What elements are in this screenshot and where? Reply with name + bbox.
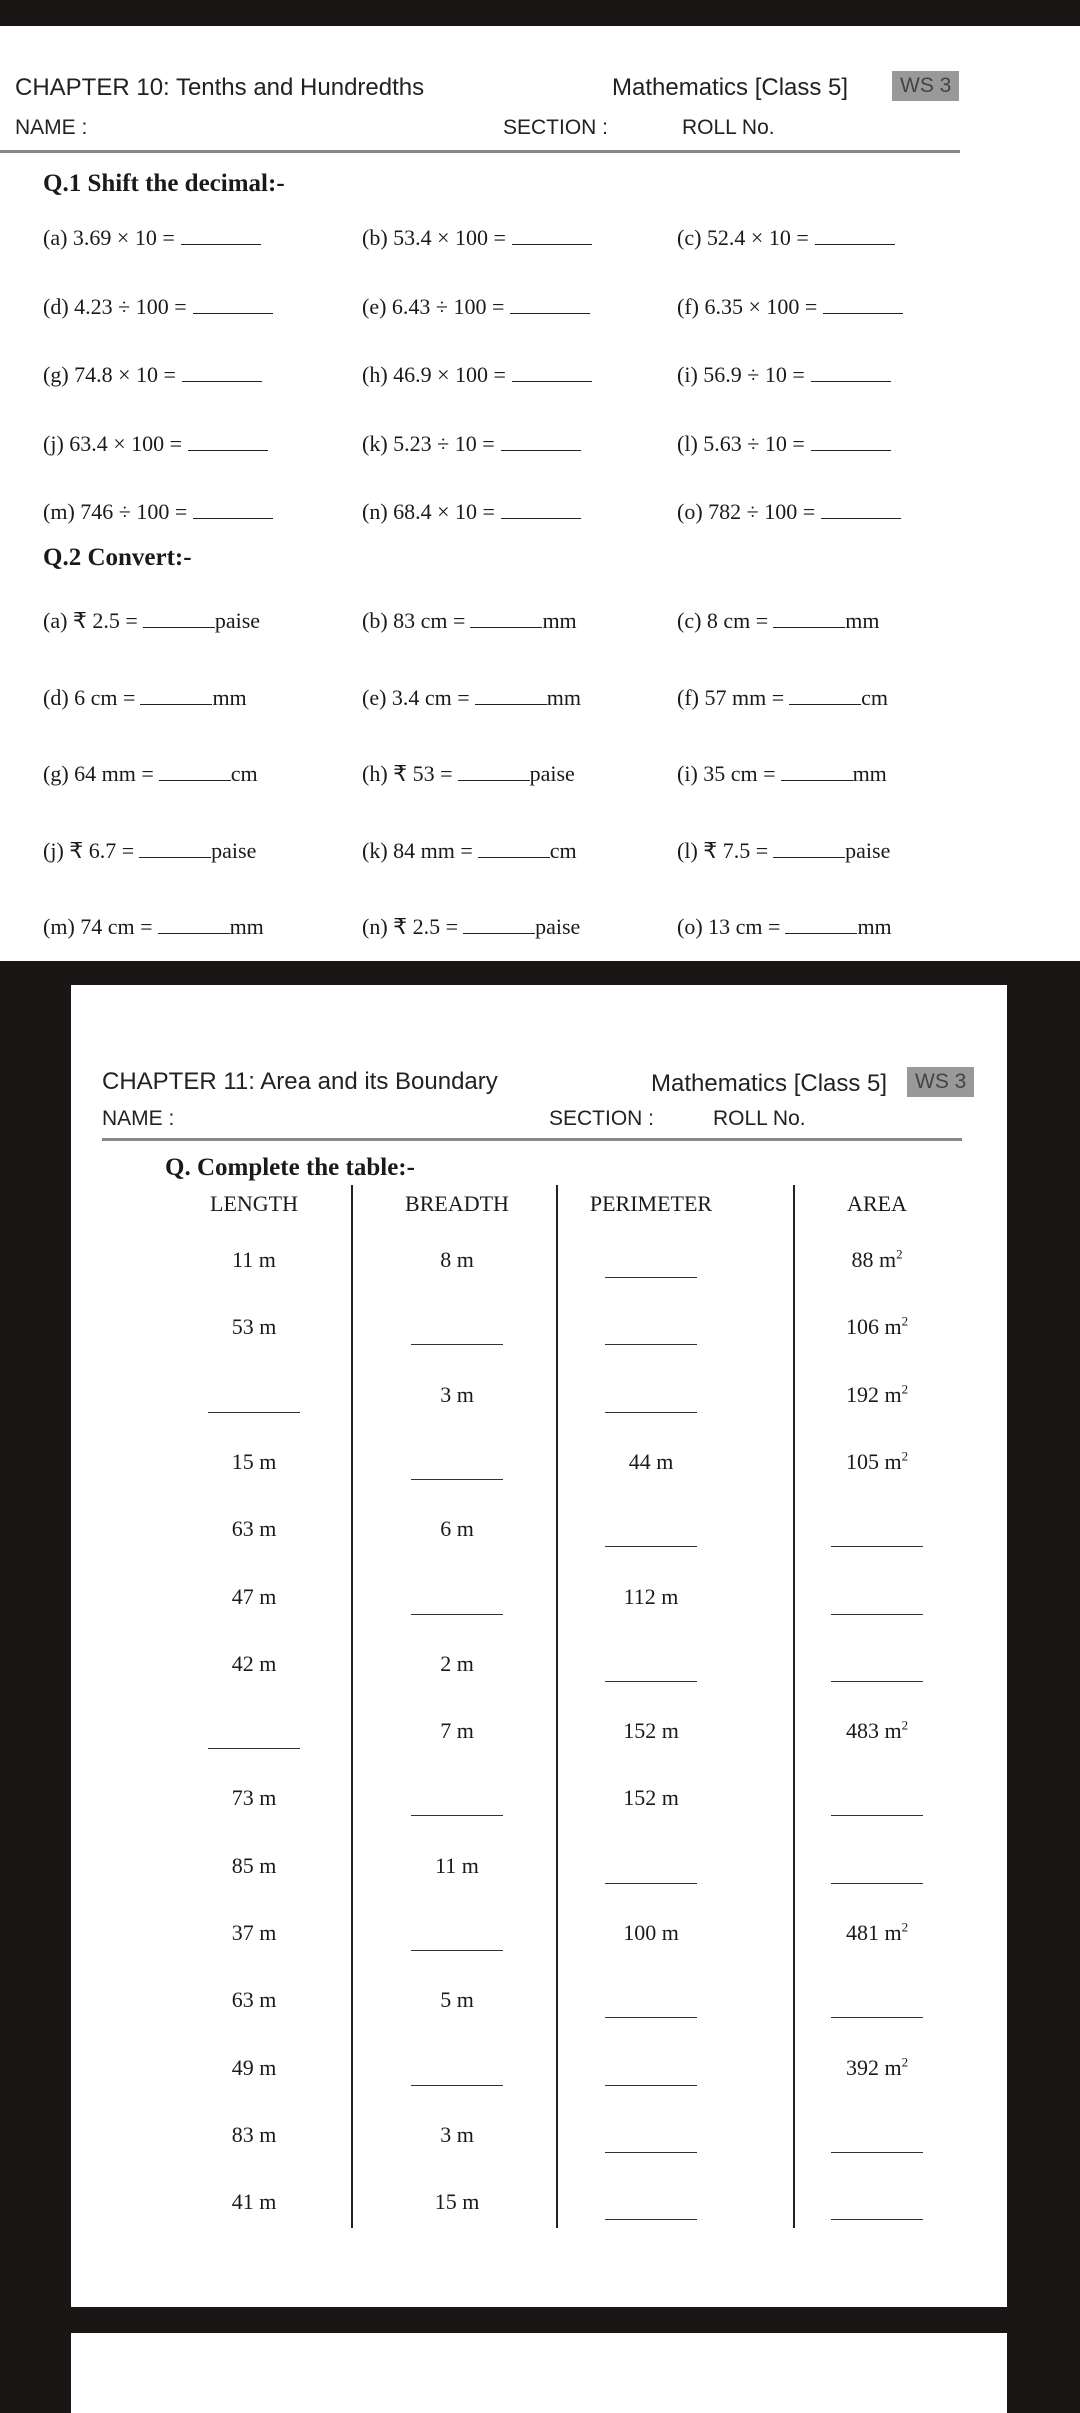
q2-item <box>677 608 879 634</box>
cell-value: 2 m <box>440 1650 474 1676</box>
q1-item <box>362 431 581 457</box>
answer-blank[interactable] <box>831 1655 923 1682</box>
table-cell <box>232 1651 277 1677</box>
q2-item <box>43 838 256 864</box>
answer-blank[interactable] <box>411 1318 503 1345</box>
table-cell[interactable] <box>605 1857 697 1884</box>
worksheet-chapter-11 <box>71 985 1007 2307</box>
q1-item <box>362 225 592 251</box>
table-cell[interactable] <box>605 1318 697 1345</box>
q2-item-text: (a) ₹ 2.5 = <box>43 608 138 633</box>
area-exponent: 2 <box>901 1448 909 1464</box>
cell-value: 85 m <box>231 1852 277 1878</box>
q2-unit: mm <box>546 684 581 710</box>
table-cell <box>232 2189 277 2215</box>
answer-blank[interactable] <box>789 704 861 705</box>
answer-blank[interactable] <box>411 1588 503 1615</box>
answer-blank[interactable] <box>478 857 550 858</box>
table-cell[interactable] <box>411 2059 503 2086</box>
table-cell[interactable] <box>605 1386 697 1413</box>
q1-item <box>43 499 273 525</box>
answer-blank[interactable] <box>208 1722 300 1749</box>
worksheet-next <box>71 2333 1007 2413</box>
q2-item <box>362 761 575 787</box>
table-cell[interactable] <box>605 2126 697 2153</box>
q2-unit: mm <box>212 684 247 710</box>
table-cell[interactable] <box>831 1991 923 2018</box>
table-cell <box>232 1920 277 1946</box>
q2-unit: paise <box>845 837 891 863</box>
q2-item <box>677 838 890 864</box>
cell-value: 152 m <box>623 1718 679 1744</box>
table-cell <box>846 1382 908 1408</box>
q2-item <box>362 685 581 711</box>
answer-blank[interactable] <box>785 933 857 934</box>
answer-blank[interactable] <box>605 2126 697 2153</box>
q2-item-text: (b) 83 cm = <box>362 608 466 633</box>
q2-item <box>362 914 580 940</box>
answer-blank[interactable] <box>158 933 230 934</box>
table-cell[interactable] <box>605 1520 697 1547</box>
chapter-title: CHAPTER 11: Area and its Boundary <box>102 1068 498 1095</box>
answer-blank[interactable] <box>512 244 592 245</box>
table-cell <box>846 1718 908 1744</box>
answer-blank[interactable] <box>605 1520 697 1547</box>
cell-value: 63 m <box>231 1987 277 2013</box>
answer-blank[interactable] <box>815 244 895 245</box>
answer-blank[interactable] <box>501 450 581 451</box>
worksheet-chapter-10 <box>0 26 1080 961</box>
cell-value: 7 m <box>440 1718 474 1744</box>
answer-blank[interactable] <box>605 1318 697 1345</box>
q2-item <box>677 685 888 711</box>
table-cell[interactable] <box>411 1453 503 1480</box>
q1-item-text: (b) 53.4 × 100 = <box>362 225 506 250</box>
table-cell[interactable] <box>605 2059 697 2086</box>
answer-blank[interactable] <box>831 1991 923 2018</box>
q2-item-text: (d) 6 cm = <box>43 684 136 710</box>
table-cell <box>629 1449 674 1475</box>
q2-item <box>362 838 577 864</box>
q2-item <box>677 914 892 940</box>
answer-blank[interactable] <box>773 857 845 858</box>
q2-item-text: (c) 8 cm = <box>677 608 769 633</box>
header-rule <box>102 1138 962 1141</box>
answer-blank[interactable] <box>831 2126 923 2153</box>
q2-unit: cm <box>861 684 889 710</box>
answer-blank[interactable] <box>781 780 853 781</box>
table-cell[interactable] <box>208 1722 300 1749</box>
table-cell <box>232 2122 277 2148</box>
cell-value: 11 m <box>435 1852 479 1878</box>
q1-item-text: (m) 746 ÷ 100 = <box>43 499 188 524</box>
cell-value: 3 m <box>440 2121 474 2147</box>
answer-blank[interactable] <box>193 313 273 314</box>
cell-value: 41 m <box>231 2189 277 2215</box>
table-cell <box>232 1449 277 1475</box>
q2-unit: mm <box>542 608 577 633</box>
cell-value: 15 m <box>434 2189 480 2215</box>
answer-blank[interactable] <box>143 627 215 628</box>
answer-blank[interactable] <box>605 1857 697 1884</box>
table-cell[interactable] <box>208 1386 300 1413</box>
table-cell[interactable] <box>411 1789 503 1816</box>
q2-item-text: (i) 35 cm = <box>677 761 776 786</box>
cell-value: 63 m <box>231 1516 277 1542</box>
answer-blank[interactable] <box>411 1453 503 1480</box>
column-divider <box>556 1185 558 2228</box>
q2-unit: mm <box>852 761 887 786</box>
subject-label: Mathematics [Class 5] <box>612 74 849 101</box>
q1-item-text: (j) 63.4 × 100 = <box>43 430 183 456</box>
chapter-title: CHAPTER 10: Tenths and Hundredths <box>15 74 425 101</box>
cell-value: 481 m <box>845 1920 902 1945</box>
area-exponent: 2 <box>901 1313 909 1329</box>
column-header: AREA <box>847 1191 907 1216</box>
cell-value: 105 m <box>845 1448 902 1474</box>
answer-blank[interactable] <box>159 780 231 781</box>
table-cell <box>232 1853 277 1879</box>
answer-blank[interactable] <box>773 627 845 628</box>
q2-item-text: (l) ₹ 7.5 = <box>677 837 769 863</box>
q1-item-text: (g) 74.8 × 10 = <box>43 362 176 387</box>
answer-blank[interactable] <box>463 933 535 934</box>
table-cell <box>846 1920 908 1946</box>
table-cell[interactable] <box>411 1924 503 1951</box>
answer-blank[interactable] <box>811 381 891 382</box>
q2-unit: mm <box>229 914 264 939</box>
q2-item <box>43 685 247 711</box>
table-cell <box>623 1920 679 1946</box>
table-cell <box>232 1247 276 1273</box>
answer-blank[interactable] <box>831 2193 923 2220</box>
table-cell <box>232 1516 277 1542</box>
q2-item-text: (h) ₹ 53 = <box>362 761 453 786</box>
q1-item-text: (c) 52.4 × 10 = <box>677 225 809 250</box>
q1-item-text: (e) 6.43 ÷ 100 = <box>362 293 505 319</box>
answer-blank[interactable] <box>512 381 592 382</box>
answer-blank[interactable] <box>605 1991 697 2018</box>
cell-value: 112 m <box>623 1583 679 1609</box>
answer-blank[interactable] <box>470 627 542 628</box>
cell-value: 15 m <box>231 1448 277 1474</box>
q1-item <box>43 225 261 251</box>
answer-blank[interactable] <box>605 1655 697 1682</box>
q1-item <box>362 294 590 320</box>
cell-value: 8 m <box>440 1247 474 1272</box>
cell-value: 5 m <box>440 1987 474 2013</box>
q2-unit: mm <box>857 914 892 939</box>
table-cell[interactable] <box>605 1655 697 1682</box>
q2-unit: paise <box>529 761 575 786</box>
subject-label: Mathematics [Class 5] <box>651 1070 888 1097</box>
table-cell[interactable] <box>411 1588 503 1615</box>
answer-blank[interactable] <box>831 1857 923 1884</box>
roll-label: ROLL No. <box>682 116 775 139</box>
q2-unit: cm <box>549 837 577 863</box>
q1-item <box>43 294 273 320</box>
q2-item <box>362 608 577 634</box>
table-cell <box>846 1314 908 1340</box>
table-cell <box>435 2189 480 2215</box>
table-cell <box>623 1718 679 1744</box>
q1-item-text: (i) 56.9 ÷ 10 = <box>677 362 805 387</box>
q2-item-text: (g) 64 mm = <box>43 761 154 786</box>
cell-value: 44 m <box>628 1448 674 1474</box>
cell-value: 3 m <box>440 1381 474 1407</box>
table-cell[interactable] <box>411 1318 503 1345</box>
q1-item <box>677 294 903 320</box>
roll-label: ROLL No. <box>713 1107 806 1130</box>
table-cell[interactable] <box>831 1857 923 1884</box>
q1-item-text: (a) 3.69 × 10 = <box>43 225 175 250</box>
table-cell <box>232 1785 277 1811</box>
q2-item <box>677 761 887 787</box>
q1-item <box>677 225 895 251</box>
area-exponent: 2 <box>901 1381 909 1397</box>
table-cell[interactable] <box>831 1588 923 1615</box>
q2-item-text: (f) 57 mm = <box>677 684 785 710</box>
q1-item-text: (f) 6.35 × 100 = <box>677 293 818 319</box>
answer-blank[interactable] <box>411 2059 503 2086</box>
answer-blank[interactable] <box>411 1924 503 1951</box>
q1-item-text: (k) 5.23 ÷ 10 = <box>362 430 495 456</box>
cell-value: 83 m <box>231 2121 277 2147</box>
q2-unit: paise <box>211 837 257 863</box>
name-label: NAME : <box>15 116 88 139</box>
worksheet-badge: WS 3 <box>907 1067 974 1097</box>
cell-value: 42 m <box>231 1650 277 1676</box>
table-cell[interactable] <box>605 1251 697 1278</box>
q2-item-text: (j) ₹ 6.7 = <box>43 837 135 863</box>
answer-blank[interactable] <box>501 518 581 519</box>
cell-value: 152 m <box>623 1785 679 1811</box>
table-cell[interactable] <box>831 1789 923 1816</box>
answer-blank[interactable] <box>831 1588 923 1615</box>
table-cell[interactable] <box>831 1655 923 1682</box>
table-cell <box>846 2055 908 2081</box>
table-cell[interactable] <box>605 1991 697 2018</box>
cell-value: 53 m <box>231 1314 277 1340</box>
answer-blank[interactable] <box>831 1520 923 1547</box>
table-cell[interactable] <box>605 2193 697 2220</box>
column-divider <box>793 1185 795 2228</box>
cell-value: 11 m <box>232 1247 276 1272</box>
answer-blank[interactable] <box>510 313 590 314</box>
q2-item-text: (n) ₹ 2.5 = <box>362 914 459 939</box>
q2-item-text: (e) 3.4 cm = <box>362 684 470 710</box>
area-exponent: 2 <box>896 1246 903 1262</box>
q2-unit: cm <box>230 761 258 786</box>
cell-value: 6 m <box>440 1516 474 1542</box>
answer-blank[interactable] <box>605 2059 697 2086</box>
cell-value: 192 m <box>845 1381 902 1407</box>
answer-blank[interactable] <box>821 518 901 519</box>
column-header: PERIMETER <box>589 1191 713 1216</box>
q1-title: Q.1 Shift the decimal:- <box>43 170 285 197</box>
q1-item <box>362 499 581 525</box>
table-cell <box>623 1785 679 1811</box>
answer-blank[interactable] <box>193 518 273 519</box>
q1-item <box>362 362 592 388</box>
table-cell <box>440 1651 474 1677</box>
answer-blank[interactable] <box>181 244 261 245</box>
table-cell <box>232 1987 277 2013</box>
q2-item <box>43 608 260 634</box>
q2-item <box>43 914 264 940</box>
q2-item-text: (o) 13 cm = <box>677 914 781 939</box>
q1-item-text: (l) 5.63 ÷ 10 = <box>677 430 805 456</box>
table-cell[interactable] <box>831 2126 923 2153</box>
q2-item-text: (m) 74 cm = <box>43 914 153 939</box>
q1-item-text: (o) 782 ÷ 100 = <box>677 499 816 524</box>
answer-blank[interactable] <box>831 1789 923 1816</box>
cell-value: 88 m <box>851 1247 897 1272</box>
table-cell <box>851 1247 902 1273</box>
cell-value: 49 m <box>231 2054 277 2080</box>
q1-item-text: (h) 46.9 × 100 = <box>362 362 506 387</box>
q1-item-text: (d) 4.23 ÷ 100 = <box>43 293 187 319</box>
q2-unit: paise <box>535 914 581 939</box>
table-cell <box>440 1718 474 1744</box>
cell-value: 483 m <box>845 1718 902 1744</box>
q2-unit: mm <box>845 608 880 633</box>
cell-value: 73 m <box>231 1785 277 1811</box>
table-cell <box>440 1516 474 1542</box>
name-label: NAME : <box>102 1107 175 1130</box>
q1-item <box>677 362 891 388</box>
answer-blank[interactable] <box>188 450 268 451</box>
q1-item <box>677 431 891 457</box>
table-cell <box>440 1987 474 2013</box>
area-exponent: 2 <box>901 2054 909 2070</box>
table-cell <box>846 1449 908 1475</box>
answer-blank[interactable] <box>823 313 903 314</box>
area-exponent: 2 <box>901 1919 909 1935</box>
column-header: LENGTH <box>210 1191 298 1216</box>
answer-blank[interactable] <box>605 1386 697 1413</box>
table-question-title: Q. Complete the table:- <box>165 1154 415 1181</box>
answer-blank[interactable] <box>458 780 530 781</box>
cell-value: 392 m <box>845 2054 902 2080</box>
table-cell <box>232 2055 277 2081</box>
worksheet-badge: WS 3 <box>892 71 959 101</box>
area-exponent: 2 <box>901 1717 909 1733</box>
q2-title: Q.2 Convert:- <box>43 544 192 571</box>
cell-value: 100 m <box>623 1920 679 1945</box>
answer-blank[interactable] <box>139 857 211 858</box>
section-label: SECTION : <box>549 1107 655 1130</box>
section-label: SECTION : <box>503 116 609 139</box>
q1-item-text: (n) 68.4 × 10 = <box>362 499 495 524</box>
cell-value: 37 m <box>231 1920 277 1945</box>
q2-unit: paise <box>214 608 261 633</box>
table-cell[interactable] <box>831 1520 923 1547</box>
table-cell <box>440 2122 474 2148</box>
q1-item <box>43 431 268 457</box>
answer-blank[interactable] <box>475 704 547 705</box>
cell-value: 106 m <box>845 1314 902 1340</box>
cell-value: 47 m <box>231 1583 277 1609</box>
column-divider <box>351 1185 353 2228</box>
table-cell <box>624 1584 679 1610</box>
answer-blank[interactable] <box>605 1251 697 1278</box>
q2-item-text: (k) 84 mm = <box>362 837 473 863</box>
header-rule <box>0 150 960 153</box>
answer-blank[interactable] <box>140 704 212 705</box>
answer-blank[interactable] <box>605 2193 697 2220</box>
table-cell[interactable] <box>831 2193 923 2220</box>
q1-item <box>677 499 901 525</box>
q2-item <box>43 761 258 787</box>
q1-item <box>43 362 262 388</box>
answer-blank[interactable] <box>182 381 262 382</box>
table-cell <box>440 1247 474 1273</box>
answer-blank[interactable] <box>208 1386 300 1413</box>
answer-blank[interactable] <box>411 1789 503 1816</box>
table-cell <box>232 1584 277 1610</box>
answer-blank[interactable] <box>811 450 891 451</box>
table-cell <box>232 1314 277 1340</box>
table-cell <box>440 1382 474 1408</box>
column-header: BREADTH <box>405 1191 509 1216</box>
table-cell <box>435 1853 479 1879</box>
